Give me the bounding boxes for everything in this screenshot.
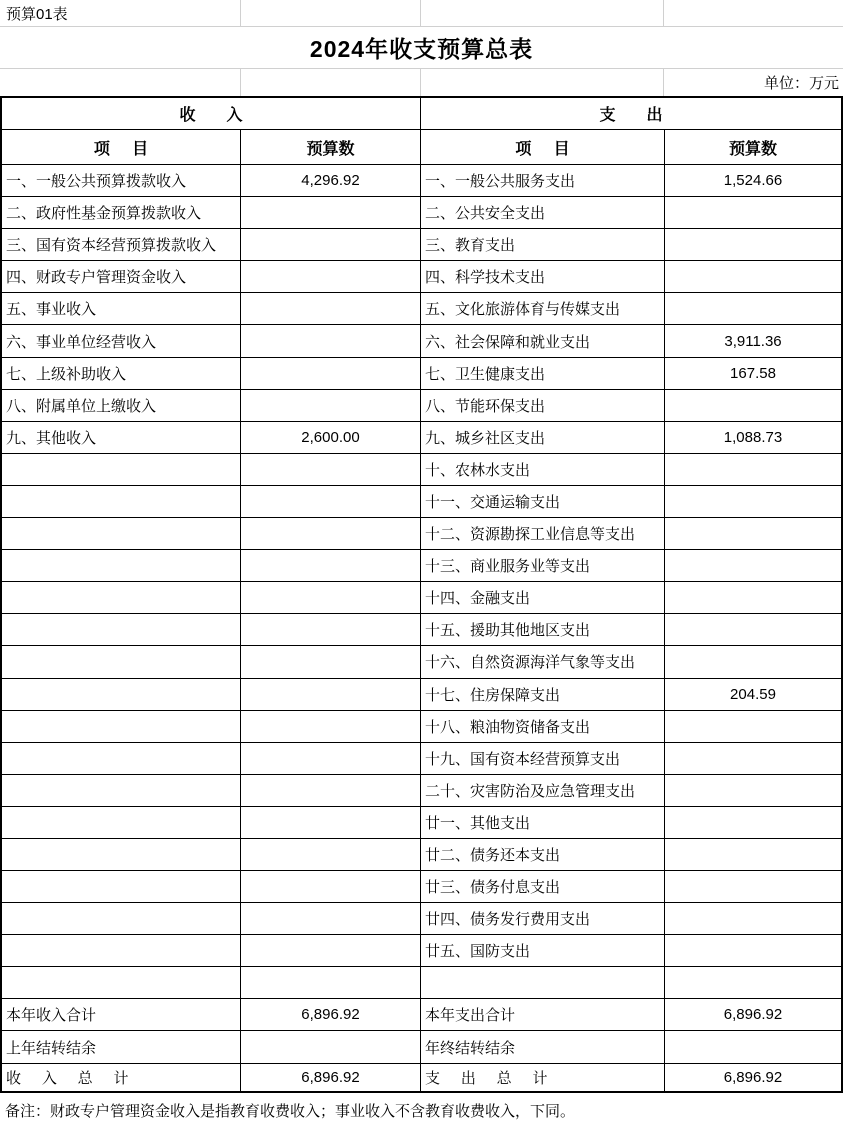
- summary-item-cell: 本年收入合计: [2, 999, 241, 1031]
- expense-amount-cell: [665, 711, 841, 743]
- income-item-cell: 八、附属单位上缴收入: [2, 390, 241, 422]
- expense-amount-cell: [665, 903, 841, 935]
- income-amount-cell: [241, 229, 421, 261]
- income-item-cell: [2, 935, 241, 967]
- expense-item-cell: 八、节能环保支出: [421, 390, 665, 422]
- empty-cell: [0, 69, 241, 96]
- expense-item-cell: 十四、金融支出: [421, 582, 665, 614]
- summary-amount-cell: 6,896.92: [723, 1069, 783, 1087]
- income-amount-cell: [241, 646, 421, 678]
- expense-item-cell: 三、教育支出: [421, 229, 665, 261]
- income-amount-cell: [241, 614, 421, 646]
- income-amount-cell: [241, 903, 421, 935]
- expense-item-cell: 六、社会保障和就业支出: [421, 325, 665, 357]
- title-row: [0, 27, 843, 69]
- income-item-cell: [2, 775, 241, 807]
- expense-item-cell: 十七、住房保障支出: [421, 679, 665, 711]
- summary-item-cell: 本年支出合计: [421, 999, 665, 1031]
- income-item-cell: 一、一般公共预算拨款收入: [2, 165, 241, 197]
- income-amount-cell: [241, 486, 421, 518]
- income-item-cell: [2, 582, 241, 614]
- expense-item-cell: 十五、援助其他地区支出: [421, 614, 665, 646]
- expense-amount-cell: [665, 871, 841, 903]
- summary-item-cell: 支 出 总 计: [421, 1064, 665, 1091]
- income-amount-cell: [241, 197, 421, 229]
- income-item-cell: [2, 614, 241, 646]
- expense-amount-cell: [665, 229, 841, 261]
- expense-item-cell: 四、科学技术支出: [421, 261, 665, 293]
- income-amount-cell: [241, 454, 421, 486]
- income-item-cell: 九、其他收入: [2, 422, 241, 454]
- income-amount-cell: [241, 390, 421, 422]
- income-item-cell: [2, 967, 241, 999]
- expense-amount-cell: 1,524.66: [665, 165, 841, 197]
- income-item-cell: 二、政府性基金预算拨款收入: [2, 197, 241, 229]
- expense-item-cell: 十九、国有资本经营预算支出: [421, 743, 665, 775]
- income-item-cell: 六、事业单位经营收入: [2, 325, 241, 357]
- expense-amount-cell: [665, 261, 841, 293]
- expense-item-cell: 廿二、债务还本支出: [421, 839, 665, 871]
- income-amount-cell: [241, 743, 421, 775]
- summary-item-cell: 上年结转结余: [2, 1031, 241, 1064]
- summary-amount-cell: 6,896.92: [665, 999, 841, 1031]
- sheet-label: 预算01表: [0, 0, 241, 26]
- income-item-cell: [2, 807, 241, 839]
- income-amount-cell: [241, 679, 421, 711]
- unit-label: 单位：万元: [763, 75, 839, 92]
- expense-amount-cell: 3,911.36: [665, 325, 841, 357]
- income-amount-cell: 4,296.92: [241, 165, 421, 197]
- income-amount-cell: [241, 967, 421, 999]
- expense-amount-cell: [665, 293, 841, 325]
- expense-section-header: 支 出: [421, 98, 841, 130]
- income-item-column-header: 项 目: [2, 130, 241, 165]
- budget-table: [0, 96, 843, 1093]
- income-item-cell: [2, 518, 241, 550]
- summary-amount-cell: [241, 1031, 421, 1064]
- empty-cell: [421, 0, 664, 26]
- income-item-cell: [2, 454, 241, 486]
- expense-amount-cell: [665, 486, 841, 518]
- empty-cell: [664, 0, 843, 26]
- expense-amount-cell: [665, 614, 841, 646]
- expense-item-cell: 十三、商业服务业等支出: [421, 550, 665, 582]
- income-item-cell: [2, 679, 241, 711]
- income-item-cell: [2, 903, 241, 935]
- income-amount-cell: [241, 358, 421, 390]
- income-amount-cell: [241, 550, 421, 582]
- expense-amount-cell: [665, 582, 841, 614]
- summary-item-cell: 年终结转结余: [421, 1031, 665, 1064]
- expense-amount-cell: [665, 967, 841, 999]
- income-amount-column-header: 预算数: [241, 130, 421, 165]
- expense-item-cell: 廿五、国防支出: [421, 935, 665, 967]
- expense-amount-cell: 204.59: [665, 679, 841, 711]
- expense-item-column-header: 项 目: [421, 130, 665, 165]
- expense-amount-cell: [665, 775, 841, 807]
- income-item-cell: 五、事业收入: [2, 293, 241, 325]
- income-item-cell: 三、国有资本经营预算拨款收入: [2, 229, 241, 261]
- empty-cell: [241, 69, 421, 96]
- expense-amount-cell: [665, 518, 841, 550]
- income-item-cell: [2, 871, 241, 903]
- expense-item-cell: 十二、资源勘探工业信息等支出: [421, 518, 665, 550]
- income-item-cell: [2, 550, 241, 582]
- expense-amount-column-header: 预算数: [665, 130, 841, 165]
- summary-item-cell: 收 入 总 计: [2, 1064, 241, 1091]
- summary-amount-cell: 6,896.92: [241, 1064, 421, 1091]
- expense-item-cell: [421, 967, 665, 999]
- income-section-header: 收 入: [2, 98, 421, 130]
- expense-item-cell: 十一、交通运输支出: [421, 486, 665, 518]
- income-item-cell: [2, 486, 241, 518]
- summary-amount-cell: 6,896.92: [241, 999, 421, 1031]
- unit-row: [0, 69, 843, 96]
- expense-item-cell: 二、公共安全支出: [421, 197, 665, 229]
- income-item-cell: 四、财政专户管理资金收入: [2, 261, 241, 293]
- summary-amount-cell: [665, 1031, 841, 1064]
- empty-cell: [421, 69, 664, 96]
- expense-amount-cell: [665, 550, 841, 582]
- expense-item-cell: 七、卫生健康支出: [421, 358, 665, 390]
- expense-amount-cell: [665, 390, 841, 422]
- income-amount-cell: [241, 807, 421, 839]
- expense-amount-cell: [665, 743, 841, 775]
- expense-amount-cell: 167.58: [665, 358, 841, 390]
- income-amount-cell: 2,600.00: [241, 422, 421, 454]
- footnote: 备注：财政专户管理资金收入是指教育收费收入；事业收入不含教育收费收入，下同。: [5, 1103, 576, 1121]
- expense-amount-cell: [665, 646, 841, 678]
- income-amount-cell: [241, 775, 421, 807]
- income-amount-cell: [241, 325, 421, 357]
- expense-amount-cell: [665, 807, 841, 839]
- income-amount-cell: [241, 935, 421, 967]
- income-item-cell: [2, 711, 241, 743]
- income-item-cell: 七、上级补助收入: [2, 358, 241, 390]
- income-amount-cell: [241, 582, 421, 614]
- income-item-cell: [2, 839, 241, 871]
- expense-amount-cell: [665, 935, 841, 967]
- income-amount-cell: [241, 518, 421, 550]
- income-item-cell: [2, 743, 241, 775]
- expense-item-cell: 十六、自然资源海洋气象等支出: [421, 646, 665, 678]
- expense-item-cell: 二十、灾害防治及应急管理支出: [421, 775, 665, 807]
- income-amount-cell: [241, 261, 421, 293]
- income-amount-cell: [241, 871, 421, 903]
- expense-item-cell: 九、城乡社区支出: [421, 422, 665, 454]
- expense-item-cell: 廿一、其他支出: [421, 807, 665, 839]
- expense-item-cell: 一、一般公共服务支出: [421, 165, 665, 197]
- page-title: 2024年收支预算总表: [309, 36, 534, 62]
- expense-item-cell: 十八、粮油物资储备支出: [421, 711, 665, 743]
- income-amount-cell: [241, 711, 421, 743]
- expense-amount-cell: [665, 839, 841, 871]
- income-amount-cell: [241, 839, 421, 871]
- expense-item-cell: 廿四、债务发行费用支出: [421, 903, 665, 935]
- income-amount-cell: [241, 293, 421, 325]
- expense-amount-cell: 1,088.73: [665, 422, 841, 454]
- income-item-cell: [2, 646, 241, 678]
- expense-item-cell: 十、农林水支出: [421, 454, 665, 486]
- empty-cell: [241, 0, 421, 26]
- expense-item-cell: 五、文化旅游体育与传媒支出: [421, 293, 665, 325]
- sheet-header-row: [0, 0, 843, 27]
- expense-amount-cell: [665, 454, 841, 486]
- expense-item-cell: 廿三、债务付息支出: [421, 871, 665, 903]
- expense-amount-cell: [665, 197, 841, 229]
